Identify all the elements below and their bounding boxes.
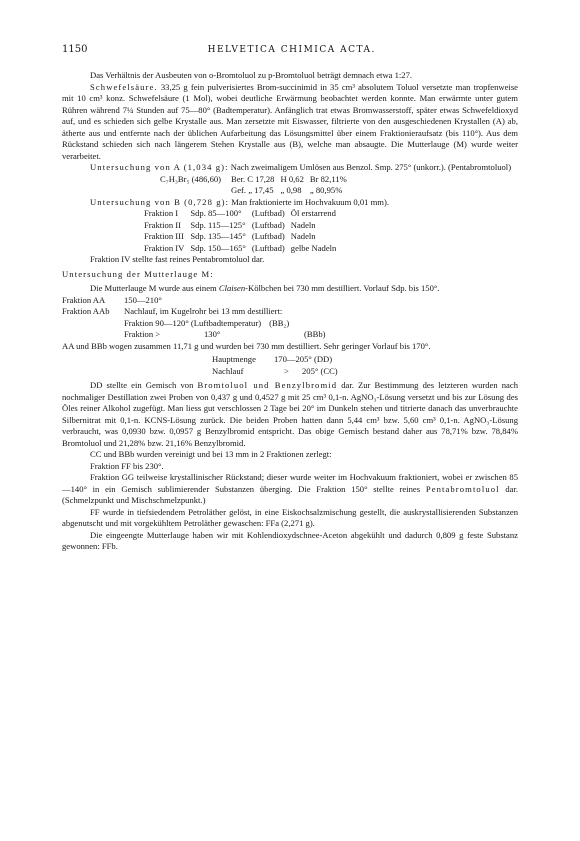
paragraph-sulfuric-acid-text: 33,25 g fein pulverisiertes Brom-succinimid in 35 cm³ absolutem Toluol versetzte man tropfenweise mit 10 cm³ konz. Schwefelsäure (1 Mol), wobei deutliche Erwärmung beobachtet werden konnte. Man erwärmte unter gutem Rühren während 7¼ Stunden auf 75—80° (Badtemperatur). Anfänglich trat etwas Bromwasserstoff, später etwas Schwefeldioxyd auf, und es schieden sich gelbe Krystalle aus. Man zersetzte mit Eiswasser, filtrierte von den ausgeschiedenen Krystallen (A) ab, ätherte aus und entfernte nach der üblichen Aufarbeitung das Lösungsmittel über einem Fraktionieraufsatz (bis 110°). Aus dem Rückstand schieden sich nach längerem Stehen Krystalle aus (B), welche man absaugte. Die Mutterlauge (M) wurde weiter verarbeitet. xyxy=(62,81,518,161)
claisen-name: Claisen xyxy=(218,283,246,293)
paragraph-cc-bbb: CC und BBb wurden vereinigt und bei 13 mm in 2 Fraktionen zerlegt: xyxy=(90,449,332,459)
fraction-bp: Sdp. 150—165° xyxy=(190,242,246,253)
paragraph-untersuchung-b-text: Man fraktionierte im Hochvakuum 0,01 mm). xyxy=(231,196,389,207)
fraction-row xyxy=(144,243,342,255)
analysis-cell: „ 0,98 xyxy=(280,185,302,195)
analysis-table xyxy=(160,174,353,197)
fraction-row xyxy=(144,231,342,243)
subfraction-temp: 130° xyxy=(204,329,221,339)
subfraction-tag: (BB₂) xyxy=(269,317,290,328)
paragraph-untersuchung-a-text: Nach zweimaligem Umlösen aus Benzol. Smp. 275° (unkorr.). (Pentabromtoluol) xyxy=(230,162,512,172)
paragraph-fraction-gg: Fraktion GG teilweise krystallinischer Rückstand; dieser wurde weiter im Hochvakuum fraktioniert, wobei er zwischen 85—140° in ein Gemisch sublimierender Substanzen überging. Die Fraktion 150° stellte reines Pentabromtoluol dar. (Schmelzpunkt und Mischschmelzpunkt.) xyxy=(62,472,519,505)
fraction-name: Fraktion III xyxy=(144,231,184,241)
analysis-cell: Gef. „ 17,45 xyxy=(231,185,274,195)
paragraph-sulfuric-acid xyxy=(62,82,518,163)
paragraph-fraction-iv: Fraktion IV stellte fast reines Pentabromtoluol dar. xyxy=(90,254,265,264)
hauptmenge-label: Hauptmenge xyxy=(212,354,256,364)
subfraction-label: Fraktion > xyxy=(124,329,161,339)
fraction-name: Fraktion I xyxy=(144,208,179,218)
analysis-cell: „ 80,95% xyxy=(309,185,343,195)
fraction-row xyxy=(144,220,342,232)
fraction-bath: (Luftbad) xyxy=(251,231,285,241)
page-number: 1150 xyxy=(62,44,88,55)
fraction-aab-line xyxy=(62,306,518,318)
paragraph-dd: DD stellte ein Gemisch von Bromtoluol und Benzylbromid dar. Zur Bestimmung des letzteren wurden nach nochmaliger Destillation zwei Proben von 0,437 g und 0,4527 g mit 25 cm³ 0,1-n. AgNO₃-Lösung versetzt und bis zur Lösung des Öles reiner Alkohol zugefügt. Man liess gut verschlossen 2 Tage bei 20° im Dunkeln stehen und titrierte danach das unverbrauchte Silbernitrat mit 0,1-n. KCNS-Lösung zurück. Die beiden Proben hatten dann 5,44 cm³ bzw. 5,60 cm³ 0,1-n. AgNO₃-Lösung verbraucht, was 0,0930 bzw. 0,0957 g Benzylbromid entspricht. Das obige Gemisch bestand daher aus 78,71% bzw. 78,84% Bromtoluol und 21,28% bzw. 21,16% Benzylbromid. xyxy=(62,380,518,448)
nachlauf-value: 205° (CC) xyxy=(302,365,338,376)
paragraph-ff: FF wurde in tiefsiedendem Petroläther gelöst, in eine Eiskochsalzmischung gestellt, die auskrystallisierenden Substanzen abgenutscht und mit vorgekühltem Petroläther gewaschen: FFa (2,271 g). xyxy=(62,506,518,528)
fraction-aa-line xyxy=(62,295,518,307)
nachlauf-op: > xyxy=(284,365,289,376)
analysis-cell: Ber. C 17,28 xyxy=(231,173,275,184)
fraction-bath: (Luftbad) xyxy=(251,208,285,218)
nachlauf-line xyxy=(62,366,518,378)
fraction-aab-name: Fraktion AAb xyxy=(62,306,110,316)
fraction-name: Fraktion IV xyxy=(144,242,185,253)
heading-untersuchung-b: Untersuchung von B (0,728 g): xyxy=(90,196,230,207)
fraction-bp: Sdp. 115—125° xyxy=(190,219,246,230)
page-body xyxy=(62,70,518,553)
paragraph-claisen: Die Mutterlauge M wurde aus einem Claisen-Kölbchen bei 730 mm destilliert. Vorlauf Sdp. bis 150°. xyxy=(90,283,440,293)
analysis-formula: C₇H₃Br₅ (486,60) xyxy=(160,173,222,184)
fraction-note: Nadeln xyxy=(290,219,316,230)
compound-names: Bromtoluol und Benzylbromid xyxy=(197,380,338,390)
fraction-aa-name: Fraktion AA xyxy=(62,294,106,305)
compound-pentabromtoluol: Pentabromtoluol xyxy=(425,483,500,494)
analysis-cell: Br 82,11% xyxy=(309,173,347,184)
nachlauf-label: Nachlauf xyxy=(212,365,244,376)
fraction-bath: (Luftbad) xyxy=(251,219,285,230)
hauptmenge-value: 170—205° (DD) xyxy=(274,354,333,364)
paragraph-untersuchung-a xyxy=(62,162,518,174)
fraction-bp: Sdp. 85—100° xyxy=(190,208,242,218)
paragraph-aa-bbb: AA und BBb wogen zusammen 11,71 g und wurden bei 730 mm destilliert. Sehr geringer Vorlauf bis 170°. xyxy=(62,340,431,351)
fraction-row xyxy=(144,208,342,220)
paragraph-fraction-ff: Fraktion FF bis 230°. xyxy=(90,460,164,471)
subfraction-line xyxy=(62,329,518,341)
fractions-table xyxy=(144,208,342,254)
paragraph-untersuchung-b xyxy=(62,197,518,209)
fraction-note: gelbe Nadeln xyxy=(290,242,337,253)
fraction-bp: Sdp. 135—145° xyxy=(190,231,246,241)
fraction-aab-value: Nachlauf, im Kugelrohr bei 13 mm destilliert: xyxy=(124,306,283,316)
subfraction-tag: (BBb) xyxy=(304,329,326,339)
analysis-row-found xyxy=(160,185,353,197)
fraction-bath: (Luftbad) xyxy=(251,242,285,253)
paragraph-mutterlauge-ffb: Die eingeengte Mutterlauge haben wir mit Kohlendioxydschnee-Aceton abgekühlt und dadurch 0,809 g feste Substanz gewonnen: FFb. xyxy=(62,529,518,551)
section-heading-mutterlauge: Untersuchung der Mutterlauge M: xyxy=(62,268,214,279)
analysis-row-calculated xyxy=(160,174,353,186)
page-header xyxy=(62,44,516,55)
heading-sulfuric-acid: Schwefelsäure. xyxy=(90,81,158,92)
heading-untersuchung-a: Untersuchung von A (1,034 g): xyxy=(90,162,229,172)
fraction-note: Nadeln xyxy=(290,231,316,241)
analysis-cell: H 0,62 xyxy=(280,173,304,184)
fraction-aa-value: 150—210° xyxy=(124,294,162,305)
running-title: HELVETICA CHIMICA ACTA. xyxy=(207,45,376,55)
paragraph-ratio: Das Verhältnis der Ausbeuten von o-Bromtoluol zu p-Bromtoluol beträgt demnach etwa 1:27. xyxy=(90,70,413,80)
fraction-name: Fraktion II xyxy=(144,219,181,230)
subfraction-label: Fraktion 90—120° (Luftbadtemperatur) xyxy=(124,317,262,328)
subfraction-line xyxy=(62,318,518,330)
fraction-note: Öl erstarrend xyxy=(290,208,336,218)
hauptmenge-line xyxy=(62,354,518,366)
